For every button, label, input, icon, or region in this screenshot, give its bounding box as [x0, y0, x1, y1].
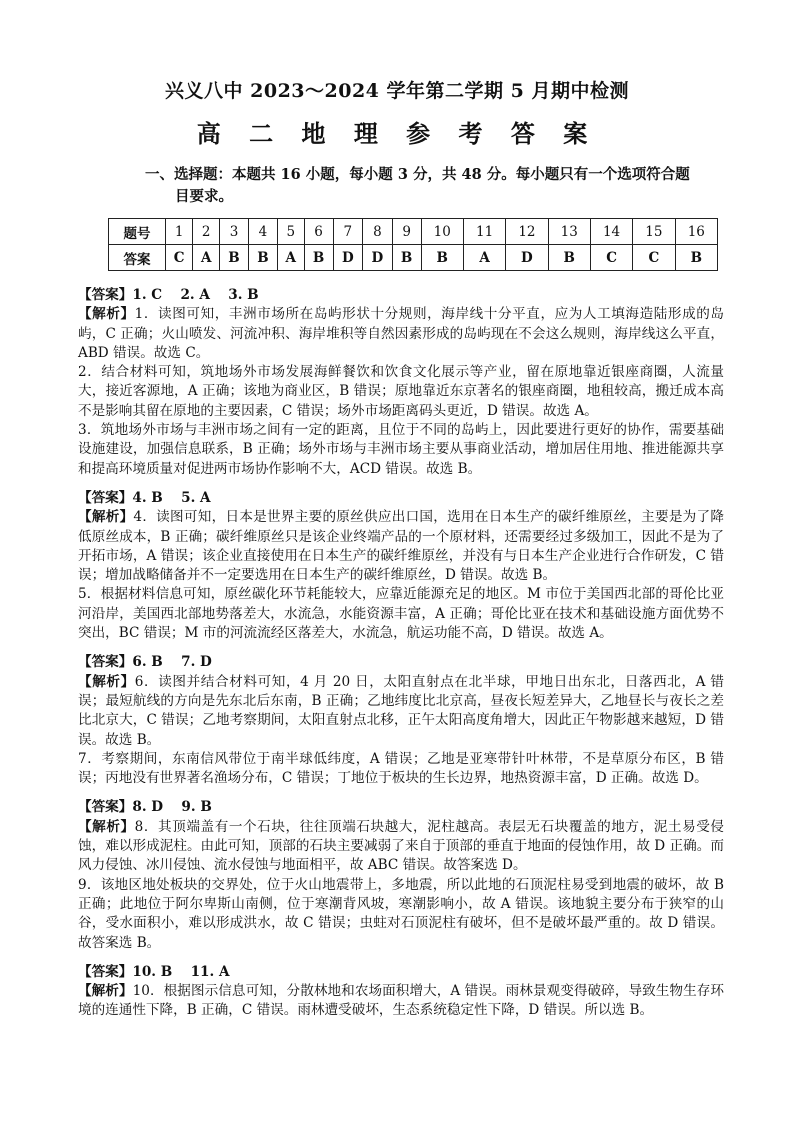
explanation-text: 4．读图可知，日本是世界主要的原丝供应出口国，选用在日本生产的碳纤维原丝，主要是为了降低原丝成本，B 正确；碳纤维原丝只是该企业终端产品的一个原材料，还需要经过多级加工，因此不是为了开拓市场，A 错误；该企业直接使用在日本生产的碳纤维原丝，并没有与日本生产企业进行合作研发，C 错误；增加战略储备并不一定要选用在日本生产的碳纤维原丝，D 错误。故选 B。: [78, 509, 724, 584]
explanation-paragraph: [78, 421, 724, 479]
answer-tag: 【答案】: [78, 489, 133, 506]
answer-tag: 【答案】: [78, 287, 133, 303]
answer-row: [109, 245, 718, 271]
answer-line: [78, 798, 724, 817]
section-heading-line2: 目要求。: [175, 188, 233, 205]
answer-line: [78, 286, 724, 305]
answer-cell: B: [421, 245, 463, 271]
answer-cell: A: [463, 245, 505, 271]
analysis-tag: 【解析】: [78, 818, 135, 835]
explanation-paragraph: [78, 585, 724, 643]
answer-text: 10. B 11. A: [132, 963, 230, 980]
explanation-text: 3．筑地场外市场与丰洲市场之间有一定的距离，且位于不同的岛屿上，因此要进行更好的协作，需要基础设施建设，加强信息联系，B 正确；场外市场与丰洲市场主要从事商业活动，增加居住用地、推进能源共享和提高环境质量对促进两市场协作影响不大，ACD 错误。故选 B。: [78, 422, 724, 477]
answer-table: [108, 218, 718, 271]
explanation-text: 10．根据图示信息可知，分散林地和农场面积增大，A 错误。雨林景观变得破碎，导致生物生存环境的连通性下降，B 正确，C 错误。雨林遭受破坏，生态系统稳定性下降，D 错误。所以选 B。: [78, 983, 724, 1019]
spacer: [78, 643, 724, 653]
answer-cell: D: [333, 245, 363, 271]
answer-cell: B: [675, 245, 717, 271]
section-heading: [145, 164, 715, 208]
answer-cell: B: [548, 245, 590, 271]
answer-cell: C: [633, 245, 675, 271]
answer-cell: D: [363, 245, 393, 271]
question-number: 8: [363, 219, 393, 245]
question-number: 2: [193, 219, 220, 245]
analysis-tag: 【解析】: [78, 306, 135, 323]
explanation-text: 6．读图并结合材料可知，4 月 20 日，太阳直射点在北半球，甲地日出东北，日落西北，A 错误；最短航线的方向是先东北后东南，B 正确；乙地纬度比北京高，昼夜长短差异大，乙地昼长与夜长之差比北京大，C 错误；乙地考察期间，太阳直射点北移，正午太阳高度角增大，因此正午物影越来越短，D 错误。故选 B。: [78, 673, 725, 748]
answer-line: [78, 489, 724, 508]
explanation-paragraph: [78, 305, 724, 363]
explanation-paragraph: [78, 363, 724, 421]
answer-cell: B: [248, 245, 277, 271]
answer-cell: C: [590, 245, 632, 271]
explanation-paragraph: [78, 982, 724, 1021]
answer-key-title: 高 二 地 理 参 考 答 案: [196, 119, 598, 148]
answer-text: 4. B 5. A: [132, 489, 211, 506]
question-number: 6: [304, 219, 333, 245]
question-number-header: 题号: [109, 219, 166, 245]
explanation-paragraph: [78, 876, 724, 953]
answer-text: 1. C 2. A 3. B: [132, 287, 259, 303]
answer-cell: B: [392, 245, 421, 271]
answer-text: 8. D 9. B: [132, 799, 212, 816]
answer-line: [78, 963, 724, 982]
answer-cell: B: [220, 245, 249, 271]
answer-cell: B: [304, 245, 333, 271]
explanation-text: 8．其顶端盖有一个石块，往往顶端石块越大，泥柱越高。表层无石块覆盖的地方，泥土易受侵蚀，难以形成泥柱。由此可知，顶部的石块主要减弱了来自于顶部的垂直于地面的侵蚀作用，故 D 正确。而风力侵蚀、冰川侵蚀、流水侵蚀与地面相平，故 ABC 错误。故答案选 D。: [78, 818, 724, 874]
question-number: 14: [590, 219, 632, 245]
answer-tag: 【答案】: [78, 963, 133, 980]
explanation-text: 1．读图可知，丰洲市场所在岛屿形状十分规则，海岸线十分平直，应为人工填海造陆形成的岛屿，C 正确；火山喷发、河流冲积、海岸堆积等自然因素形成的岛屿现在不会这么规则，海岸线这么平直，ABD 错误。故选 C。: [78, 306, 724, 361]
answer-text: 6. B 7. D: [132, 654, 212, 671]
question-number: 13: [548, 219, 590, 245]
explanation-text: 9．该地区地处板块的交界处，位于火山地震带上，多地震，所以此地的石顶泥柱易受到地震的破坏，故 B 正确；此地位于阿尔卑斯山南侧，位于寒潮背风坡，寒潮影响小，故 A 错误。该地貌主要分布于狭窄的山谷，受水面积小，难以形成洪水，故 C 错误；虫蛀对石顶泥柱有破坏，但不是破坏最严重的。故 D 错误。故答案选 B。: [78, 876, 724, 951]
question-number: 15: [633, 219, 675, 245]
question-number: 9: [392, 219, 421, 245]
question-number: 11: [463, 219, 505, 245]
question-number: 10: [421, 219, 463, 245]
explanation-text: 2．结合材料可知，筑地场外市场发展海鲜餐饮和饮食文化展示等产业，留在原地靠近银座商圈，人流量大，接近客源地，A 正确；该地为商业区，B 错误；原地靠近东京著名的银座商圈，地租较高，搬迁成本高不是影响其留在原地的主要因素，C 错误；场外市场距离码头更近，D 错误。故选 A。: [78, 364, 724, 419]
answer-cell: A: [277, 245, 304, 271]
question-number: 16: [675, 219, 717, 245]
explanation-text: 5．根据材料信息可知，原丝碳化环节耗能较大，应靠近能源充足的地区。M 市位于美国西北部的哥伦比亚河沿岸，美国西北部地势落差大，水流急，水能资源丰富，A 正确；哥伦比亚在技术和基础设施方面优势不突出，BC 错误；M 市的河流流经区落差大，水流急，航运功能不高，D 错误。故选 A。: [78, 586, 724, 642]
answer-cell: D: [506, 245, 548, 271]
answer-cell: A: [193, 245, 220, 271]
question-number: 1: [166, 219, 193, 245]
question-number-row: [109, 219, 718, 245]
analysis-tag: 【解析】: [78, 509, 134, 526]
answer-tag: 【答案】: [78, 799, 133, 816]
analysis-tag: 【解析】: [78, 983, 133, 1000]
question-number: 4: [248, 219, 277, 245]
explanation-paragraph: [78, 508, 724, 585]
answer-line: [78, 653, 724, 672]
explanation-paragraph: [78, 818, 724, 876]
explanation-paragraph: [78, 673, 724, 750]
section-heading-line1: 一、选择题：本题共 16 小题，每小题 3 分，共 48 分。每小题只有一个选项符合题: [145, 166, 690, 183]
explanation-text: 7．考察期间，东南信风带位于南半球低纬度，A 错误；乙地是亚寒带针叶林带，不是草原分布区，B 错误；丙地没有世界著名渔场分布，C 错误；丁地位于板块的生长边界，地热资源丰富，D 正确。故选 D。: [78, 750, 724, 787]
explanations: [78, 286, 724, 1021]
question-number: 5: [277, 219, 304, 245]
spacer: [78, 479, 724, 489]
exam-title: 兴义八中 2023～2024 学年第二学期 5 月期中检测: [165, 80, 629, 102]
question-number: 12: [506, 219, 548, 245]
question-number: 3: [220, 219, 249, 245]
answer-header: 答案: [109, 245, 166, 271]
explanation-paragraph: [78, 750, 724, 789]
analysis-tag: 【解析】: [78, 673, 135, 690]
spacer: [78, 953, 724, 963]
answer-tag: 【答案】: [78, 654, 133, 671]
question-number: 7: [333, 219, 363, 245]
answer-cell: C: [166, 245, 193, 271]
spacer: [78, 788, 724, 798]
